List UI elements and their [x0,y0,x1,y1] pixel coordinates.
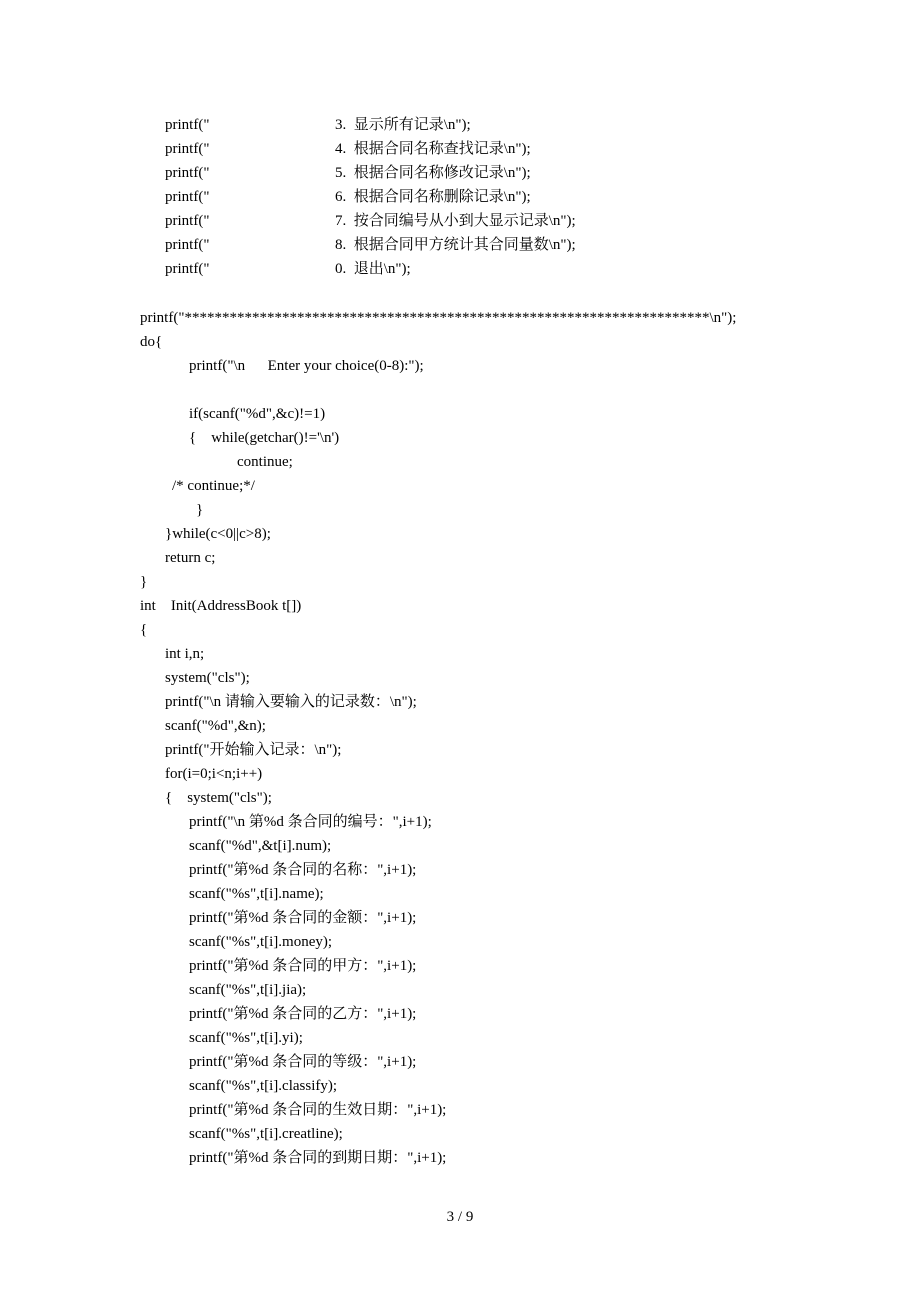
code-line: printf("开始输入记录：\n"); [165,742,342,758]
menu-line-text: 6. 根据合同名称删除记录\n"); [335,189,531,205]
menu-line-prefix: printf(" [165,141,210,157]
code-line: }while(c<0||c>8); [165,526,271,542]
code-line: int i,n; [165,646,205,662]
code-line: /* continue;*/ [172,478,255,494]
code-line: printf("第%d 条合同的生效日期：",i+1); [189,1102,447,1118]
code-line: printf("第%d 条合同的名称：",i+1); [189,862,417,878]
code-line: scanf("%s",t[i].creatline); [189,1126,343,1142]
code-line: printf("第%d 条合同的甲方：",i+1); [189,958,417,974]
code-line: } [196,502,204,518]
code-line: printf("第%d 条合同的到期日期：",i+1); [189,1150,447,1166]
code-line: return c; [165,550,216,566]
code-line: scanf("%d",&t[i].num); [189,838,332,854]
code-line: scanf("%s",t[i].jia); [189,982,307,998]
menu-line-text: 8. 根据合同甲方统计其合同量数\n"); [335,237,576,253]
code-line: { [140,622,148,638]
menu-line-text: 5. 根据合同名称修改记录\n"); [335,165,531,181]
code-line: } [140,574,148,590]
code-line: { system("cls"); [165,790,272,806]
code-line: scanf("%d",&n); [165,718,266,734]
code-line: if(scanf("%d",&c)!=1) [189,406,326,422]
code-line: printf("\n 第%d 条合同的编号：",i+1); [189,814,432,830]
menu-line-prefix: printf(" [165,261,210,277]
code-line: system("cls"); [165,670,250,686]
code-line: printf("第%d 条合同的等级：",i+1); [189,1054,417,1070]
menu-line-text: 7. 按合同编号从小到大显示记录\n"); [335,213,576,229]
menu-line-text: 4. 根据合同名称查找记录\n"); [335,141,531,157]
code-line: printf("\n 请输入要输入的记录数：\n"); [165,694,417,710]
code-line: printf("**********************************************************************\n"); [140,310,737,326]
code-line: continue; [237,454,293,470]
code-line: int Init(AddressBook t[]) [140,598,302,614]
code-line: do{ [140,334,163,350]
code-line: printf("第%d 条合同的金额：",i+1); [189,910,417,926]
menu-line-prefix: printf(" [165,189,210,205]
menu-line-prefix: printf(" [165,165,210,181]
menu-line-prefix: printf(" [165,213,210,229]
code-line: scanf("%s",t[i].classify); [189,1078,338,1094]
code-line: for(i=0;i<n;i++) [165,766,263,782]
page-number: 3 / 9 [446,1209,474,1225]
menu-line-prefix: printf(" [165,117,210,133]
menu-line-prefix: printf(" [165,237,210,253]
menu-line-text: 0. 退出\n"); [335,261,411,277]
code-line: printf("\n Enter your choice(0-8):"); [189,358,424,374]
code-line: scanf("%s",t[i].name); [189,886,324,902]
code-line: scanf("%s",t[i].money); [189,934,333,950]
code-line: { while(getchar()!='\n') [189,430,340,446]
menu-line-text: 3. 显示所有记录\n"); [335,117,471,133]
code-line: scanf("%s",t[i].yi); [189,1030,303,1046]
code-line: printf("第%d 条合同的乙方：",i+1); [189,1006,417,1022]
